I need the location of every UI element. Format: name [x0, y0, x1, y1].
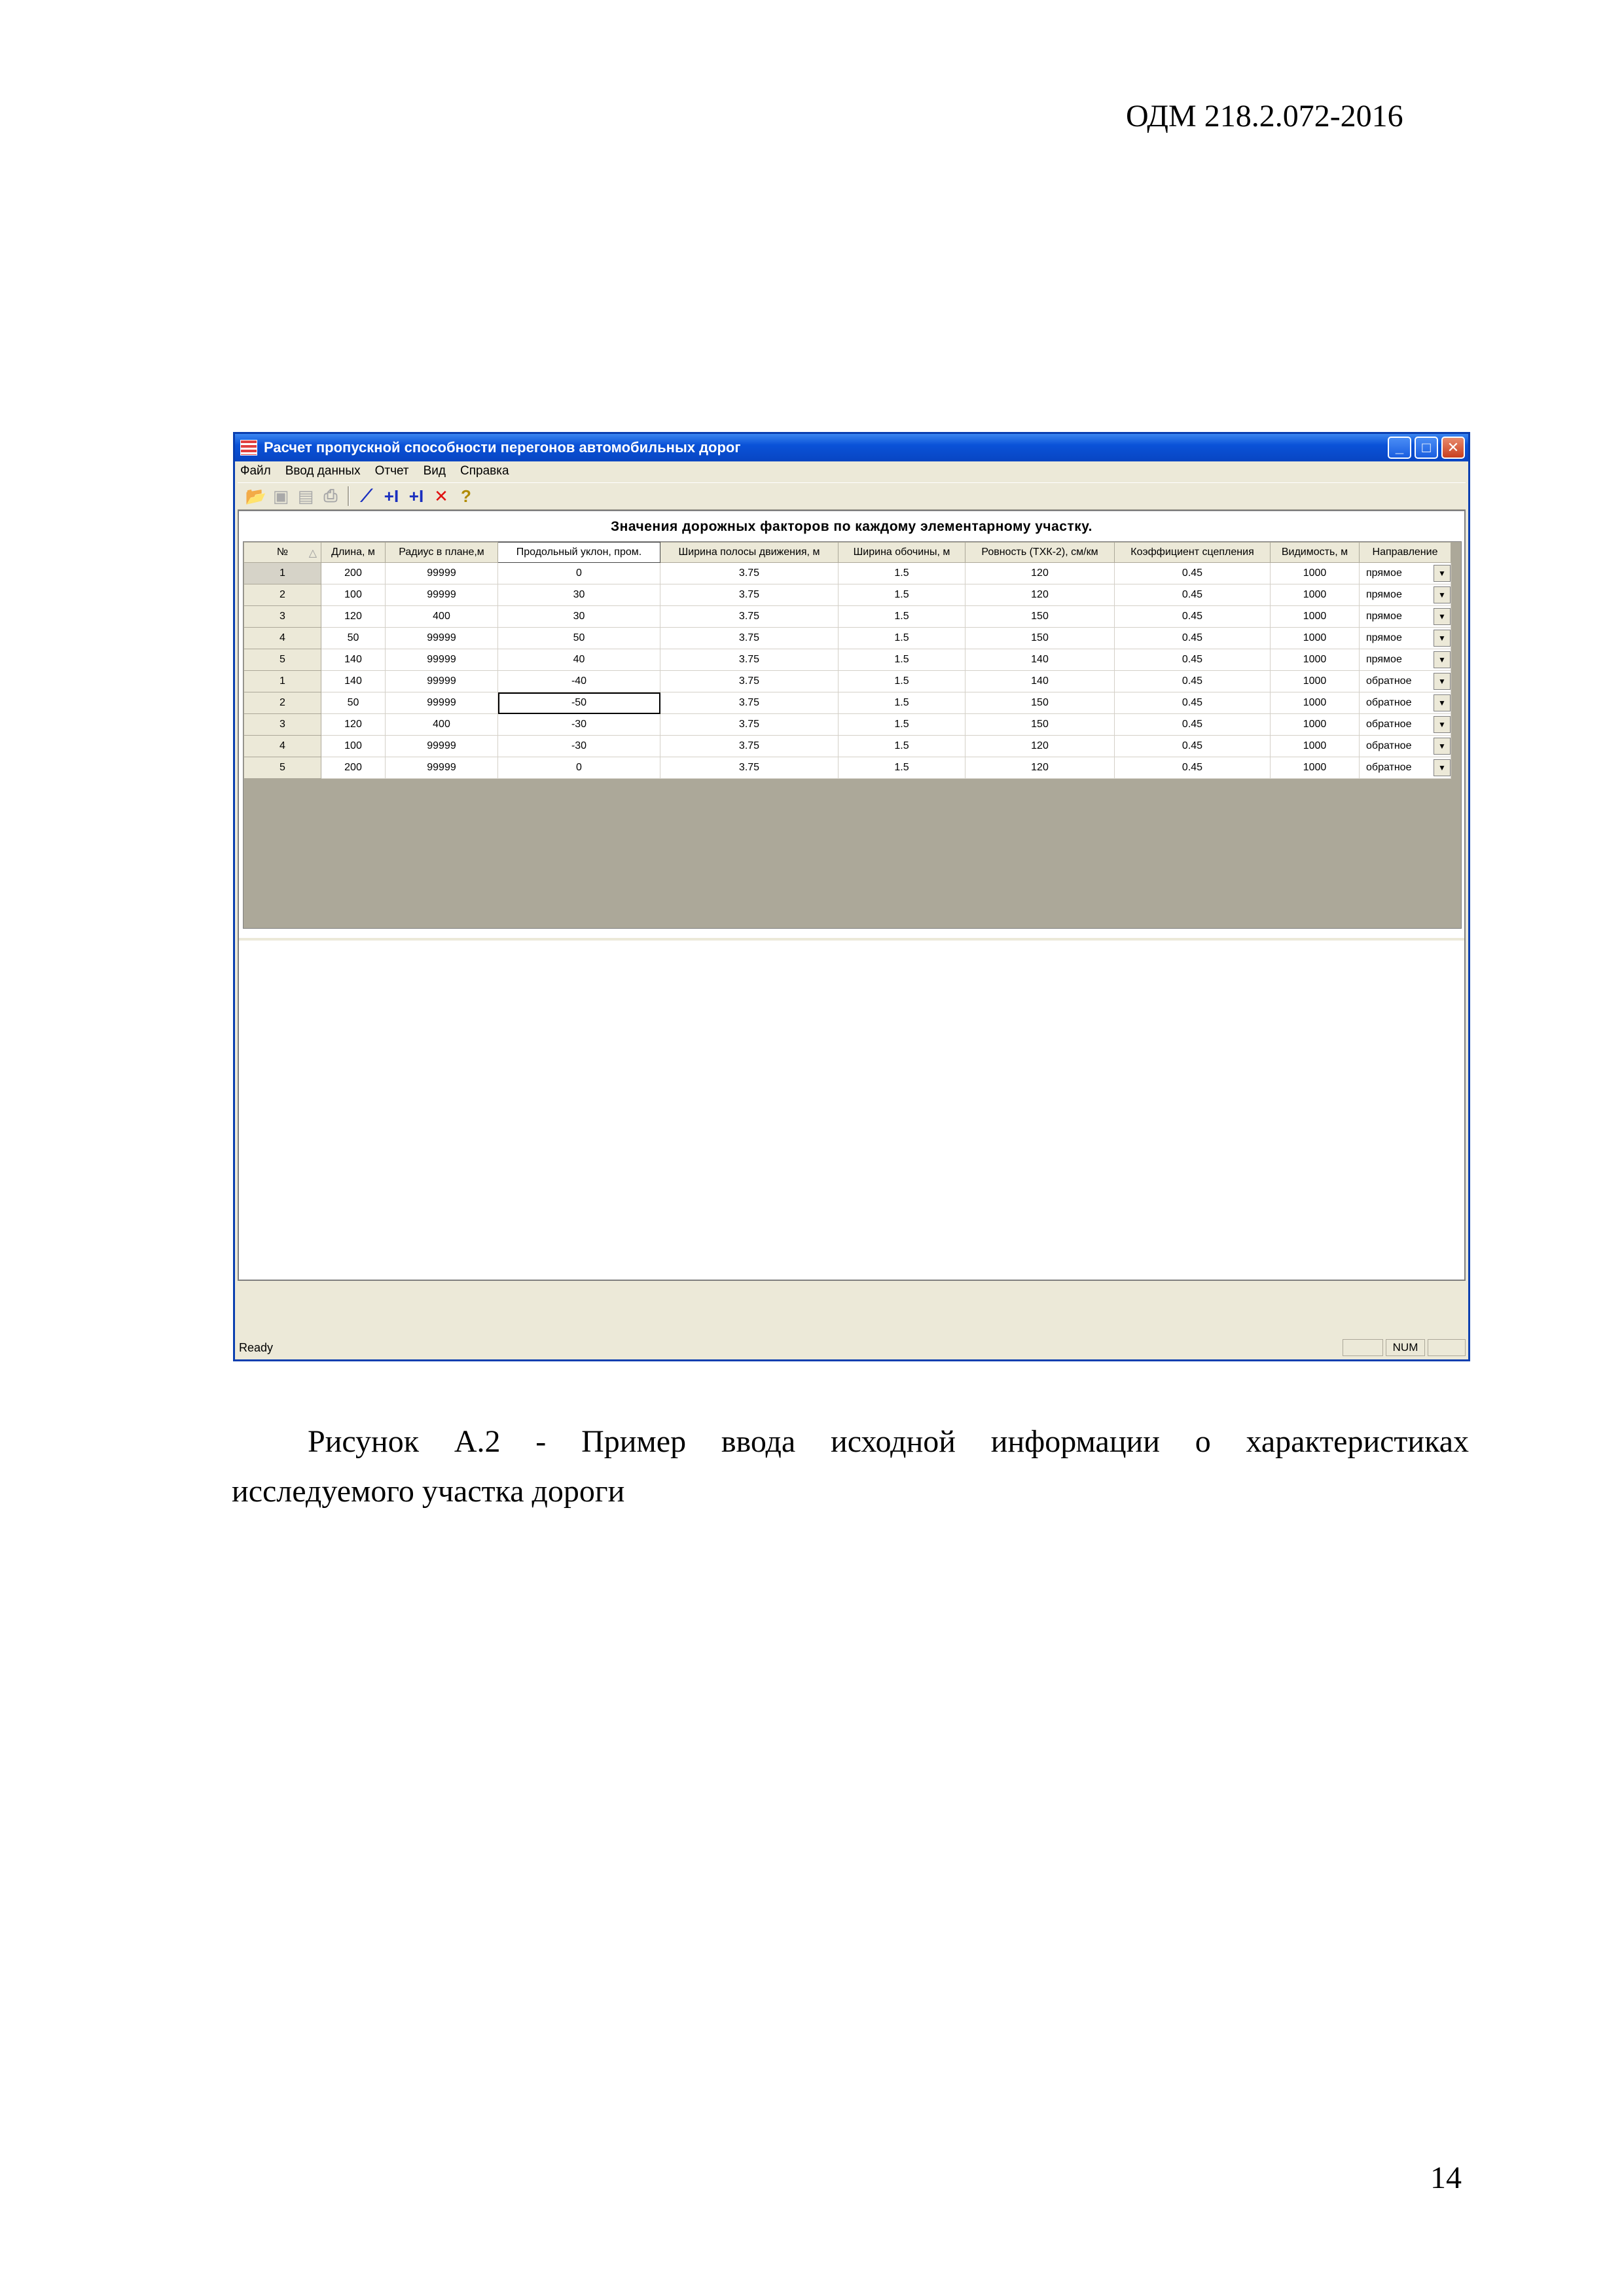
- num-indicator: NUM: [1386, 1339, 1425, 1356]
- table-cell[interactable]: 1.5: [839, 563, 965, 584]
- table-cell[interactable]: 50: [321, 628, 386, 649]
- table-cell[interactable]: 1000: [1271, 757, 1360, 779]
- table-cell[interactable]: 0.45: [1115, 628, 1271, 649]
- table-cell[interactable]: 1.5: [839, 714, 965, 736]
- table-cell[interactable]: 30: [498, 606, 660, 628]
- column-header[interactable]: Продольный уклон, пром.: [498, 543, 660, 563]
- direction-select[interactable]: [1360, 694, 1451, 711]
- direction-select[interactable]: [1360, 759, 1451, 776]
- direction-value: обратное: [1366, 697, 1412, 708]
- dropdown-arrow-icon[interactable]: ▼: [1434, 759, 1451, 776]
- table-cell[interactable]: 100: [321, 736, 386, 757]
- table-cell[interactable]: 0.45: [1115, 606, 1271, 628]
- table-cell[interactable]: 0.45: [1115, 671, 1271, 692]
- dropdown-arrow-icon[interactable]: ▼: [1434, 673, 1451, 690]
- table-cell[interactable]: 0.45: [1115, 692, 1271, 714]
- table-cell[interactable]: [1360, 736, 1451, 757]
- table-cell[interactable]: 3.75: [660, 606, 839, 628]
- dropdown-arrow-icon[interactable]: ▼: [1434, 694, 1451, 711]
- table-cell[interactable]: 1.5: [839, 584, 965, 606]
- table-cell[interactable]: 1.5: [839, 628, 965, 649]
- table-cell[interactable]: 99999: [386, 692, 498, 714]
- column-header[interactable]: Ровность (ТХК-2), см/км: [965, 543, 1115, 563]
- direction-select[interactable]: [1360, 716, 1451, 733]
- row-header[interactable]: 5: [244, 757, 321, 779]
- column-header[interactable]: Ширина обочины, м: [839, 543, 965, 563]
- open-folder-icon[interactable]: 📂: [245, 486, 267, 506]
- direction-value: обратное: [1366, 762, 1412, 773]
- table-cell[interactable]: 99999: [386, 563, 498, 584]
- direction-value: прямое: [1366, 632, 1402, 643]
- direction-value: обратное: [1366, 719, 1412, 730]
- table-cell[interactable]: 1000: [1271, 563, 1360, 584]
- table-cell[interactable]: 120: [965, 584, 1115, 606]
- column-header-label: №: [276, 547, 289, 558]
- direction-select[interactable]: [1360, 651, 1451, 668]
- table-cell[interactable]: 0.45: [1115, 757, 1271, 779]
- app-icon: [240, 440, 257, 456]
- caption-line-2: исследуемого участка дороги: [232, 1474, 625, 1509]
- table-cell[interactable]: 99999: [386, 628, 498, 649]
- table-cell[interactable]: [1360, 628, 1451, 649]
- toolbar: [238, 482, 1466, 510]
- status-panel-empty: [1343, 1339, 1383, 1356]
- column-header[interactable]: Видимость, м: [1271, 543, 1360, 563]
- insert-row-icon[interactable]: +I: [408, 486, 424, 506]
- table-cell[interactable]: 3.75: [660, 584, 839, 606]
- table-cell[interactable]: 0.45: [1115, 584, 1271, 606]
- table-cell[interactable]: 400: [386, 714, 498, 736]
- dropdown-arrow-icon[interactable]: ▼: [1434, 608, 1451, 625]
- table-cell[interactable]: 200: [321, 563, 386, 584]
- table-cell[interactable]: 150: [965, 692, 1115, 714]
- title-bar[interactable]: [235, 434, 1468, 461]
- row-header[interactable]: 1: [244, 671, 321, 692]
- menu-view[interactable]: Вид: [423, 464, 446, 478]
- window-title: Расчет пропускной способности перегонов автомобильных дорог: [264, 439, 741, 456]
- table-row[interactable]: [244, 649, 1451, 671]
- row-header[interactable]: 4: [244, 628, 321, 649]
- table-cell[interactable]: 3.75: [660, 628, 839, 649]
- table-row[interactable]: [244, 757, 1451, 779]
- toolbar-separator: [348, 486, 350, 506]
- table-cell[interactable]: 3.75: [660, 692, 839, 714]
- table-cell[interactable]: [1360, 563, 1451, 584]
- table-cell[interactable]: 3.75: [660, 563, 839, 584]
- table-cell[interactable]: 1000: [1271, 714, 1360, 736]
- direction-select[interactable]: [1360, 673, 1451, 690]
- table-cell[interactable]: 100: [321, 584, 386, 606]
- column-header[interactable]: Радиус в плане,м: [386, 543, 498, 563]
- figure-caption: [232, 1417, 1469, 1516]
- table-cell[interactable]: [1360, 584, 1451, 606]
- table-row[interactable]: [244, 671, 1451, 692]
- row-header[interactable]: 1: [244, 563, 321, 584]
- table-cell[interactable]: 1000: [1271, 628, 1360, 649]
- help-icon[interactable]: ?: [461, 486, 471, 506]
- dropdown-arrow-icon[interactable]: ▼: [1434, 738, 1451, 755]
- dropdown-arrow-icon[interactable]: ▼: [1434, 586, 1451, 603]
- minimize-button[interactable]: _: [1388, 437, 1411, 459]
- direction-select[interactable]: [1360, 586, 1451, 603]
- dropdown-arrow-icon[interactable]: ▼: [1434, 630, 1451, 647]
- table-cell[interactable]: 1.5: [839, 736, 965, 757]
- table-row[interactable]: [244, 628, 1451, 649]
- status-text: Ready: [239, 1340, 274, 1354]
- direction-value: обратное: [1366, 740, 1412, 751]
- direction-value: прямое: [1366, 589, 1402, 600]
- table-cell[interactable]: [1360, 714, 1451, 736]
- table-cell[interactable]: 1.5: [839, 606, 965, 628]
- table-cell[interactable]: 140: [965, 649, 1115, 671]
- column-header[interactable]: Коэффициент сцепления: [1115, 543, 1271, 563]
- direction-value: прямое: [1366, 654, 1402, 665]
- table-cell[interactable]: [1360, 649, 1451, 671]
- table-cell[interactable]: 0: [498, 563, 660, 584]
- table-cell[interactable]: 1000: [1271, 692, 1360, 714]
- table-cell[interactable]: 1.5: [839, 671, 965, 692]
- table-cell[interactable]: 99999: [386, 671, 498, 692]
- status-bar: [235, 1336, 1468, 1359]
- menu-data-input[interactable]: Ввод данных: [285, 464, 361, 478]
- paste-icon[interactable]: ▤: [297, 486, 314, 506]
- table-cell[interactable]: 1.5: [839, 757, 965, 779]
- header-row: [244, 543, 1451, 563]
- table-cell[interactable]: 200: [321, 757, 386, 779]
- row-header[interactable]: 4: [244, 736, 321, 757]
- table-cell[interactable]: 120: [321, 714, 386, 736]
- table-row[interactable]: [244, 714, 1451, 736]
- maximize-button[interactable]: □: [1415, 437, 1438, 459]
- direction-select[interactable]: [1360, 608, 1451, 625]
- caption-line-1: Рисунок А.2 - Пример ввода исходной информации о характеристиках: [308, 1424, 1469, 1459]
- table-cell[interactable]: 400: [386, 606, 498, 628]
- table-cell[interactable]: 1.5: [839, 692, 965, 714]
- table-row[interactable]: [244, 606, 1451, 628]
- direction-value: обратное: [1366, 675, 1412, 687]
- column-header[interactable]: Ширина полосы движения, м: [660, 543, 839, 563]
- column-header[interactable]: Направление: [1360, 543, 1451, 563]
- table-cell[interactable]: 120: [965, 563, 1115, 584]
- dropdown-arrow-icon[interactable]: ▼: [1434, 565, 1451, 582]
- row-header[interactable]: 3: [244, 606, 321, 628]
- print-icon[interactable]: ⎙: [323, 486, 338, 505]
- output-pane[interactable]: [239, 938, 1464, 1280]
- table-row[interactable]: [244, 692, 1451, 714]
- road-factors-table: [244, 542, 1451, 779]
- menu-file[interactable]: Файл: [240, 464, 271, 478]
- direction-select[interactable]: [1360, 738, 1451, 755]
- table-cell[interactable]: 3.75: [660, 757, 839, 779]
- table-cell[interactable]: 140: [965, 671, 1115, 692]
- menu-help[interactable]: Справка: [460, 464, 509, 478]
- table-cell[interactable]: 1000: [1271, 584, 1360, 606]
- close-button[interactable]: ✕: [1441, 437, 1465, 459]
- table-cell[interactable]: 99999: [386, 757, 498, 779]
- data-grid-area: [243, 541, 1462, 929]
- direction-select[interactable]: [1360, 565, 1451, 582]
- table-cell[interactable]: -30: [498, 714, 660, 736]
- document-code: ОДМ 218.2.072-2016: [1126, 99, 1403, 134]
- column-header[interactable]: [244, 543, 321, 563]
- delete-icon[interactable]: ✕: [434, 486, 448, 506]
- direction-value: прямое: [1366, 567, 1402, 579]
- table-cell[interactable]: 99999: [386, 736, 498, 757]
- table-cell[interactable]: 140: [321, 671, 386, 692]
- main-content: [238, 510, 1466, 1281]
- table-cell[interactable]: 99999: [386, 649, 498, 671]
- table-cell[interactable]: 1.5: [839, 649, 965, 671]
- direction-value: прямое: [1366, 611, 1402, 622]
- table-row[interactable]: [244, 563, 1451, 584]
- table-caption: Значения дорожных факторов по каждому элементарному участку.: [611, 519, 1092, 534]
- table-cell[interactable]: 120: [965, 736, 1115, 757]
- table-cell[interactable]: -30: [498, 736, 660, 757]
- table-row[interactable]: [244, 584, 1451, 606]
- table-cell[interactable]: 40: [498, 649, 660, 671]
- row-header[interactable]: 2: [244, 692, 321, 714]
- chart-icon[interactable]: ⟋: [360, 486, 373, 505]
- table-cell[interactable]: 140: [321, 649, 386, 671]
- dropdown-arrow-icon[interactable]: ▼: [1434, 716, 1451, 733]
- table-cell[interactable]: -50: [498, 692, 660, 714]
- table-cell[interactable]: 30: [498, 584, 660, 606]
- page-number: 14: [1430, 2161, 1462, 2195]
- table-cell[interactable]: -40: [498, 671, 660, 692]
- table-cell[interactable]: 120: [321, 606, 386, 628]
- table-cell[interactable]: 150: [965, 606, 1115, 628]
- table-cell[interactable]: [1360, 757, 1451, 779]
- menu-bar: [235, 461, 1468, 481]
- table-cell[interactable]: 1000: [1271, 671, 1360, 692]
- direction-select[interactable]: [1360, 630, 1451, 647]
- column-header[interactable]: Длина, м: [321, 543, 386, 563]
- table-cell[interactable]: 1000: [1271, 649, 1360, 671]
- table-cell[interactable]: 3.75: [660, 736, 839, 757]
- table-cell[interactable]: 50: [498, 628, 660, 649]
- table-cell[interactable]: [1360, 692, 1451, 714]
- table-row[interactable]: [244, 736, 1451, 757]
- table-cell[interactable]: [1360, 671, 1451, 692]
- table-cell[interactable]: [1360, 606, 1451, 628]
- table-cell[interactable]: 3.75: [660, 714, 839, 736]
- dropdown-arrow-icon[interactable]: ▼: [1434, 651, 1451, 668]
- add-row-icon[interactable]: +I: [384, 486, 399, 506]
- table-cell[interactable]: 150: [965, 628, 1115, 649]
- table-cell[interactable]: 1000: [1271, 606, 1360, 628]
- row-header[interactable]: 2: [244, 584, 321, 606]
- table-cell[interactable]: 120: [965, 757, 1115, 779]
- table-cell[interactable]: 0.45: [1115, 563, 1271, 584]
- menu-report[interactable]: Отчет: [374, 464, 409, 478]
- save-icon[interactable]: ▣: [272, 486, 289, 506]
- status-panel-empty-2: [1428, 1339, 1466, 1356]
- table-cell[interactable]: 3.75: [660, 671, 839, 692]
- table-cell[interactable]: 0.45: [1115, 736, 1271, 757]
- table-cell[interactable]: 1000: [1271, 736, 1360, 757]
- row-header[interactable]: 3: [244, 714, 321, 736]
- app-window: [233, 432, 1470, 1361]
- table-cell[interactable]: 99999: [386, 584, 498, 606]
- table-cell[interactable]: 50: [321, 692, 386, 714]
- sort-triangle-icon: △: [308, 548, 317, 559]
- table-cell[interactable]: 0.45: [1115, 649, 1271, 671]
- table-cell[interactable]: 0: [498, 757, 660, 779]
- table-cell[interactable]: 150: [965, 714, 1115, 736]
- table-cell[interactable]: 0.45: [1115, 714, 1271, 736]
- row-header[interactable]: 5: [244, 649, 321, 671]
- table-cell[interactable]: 3.75: [660, 649, 839, 671]
